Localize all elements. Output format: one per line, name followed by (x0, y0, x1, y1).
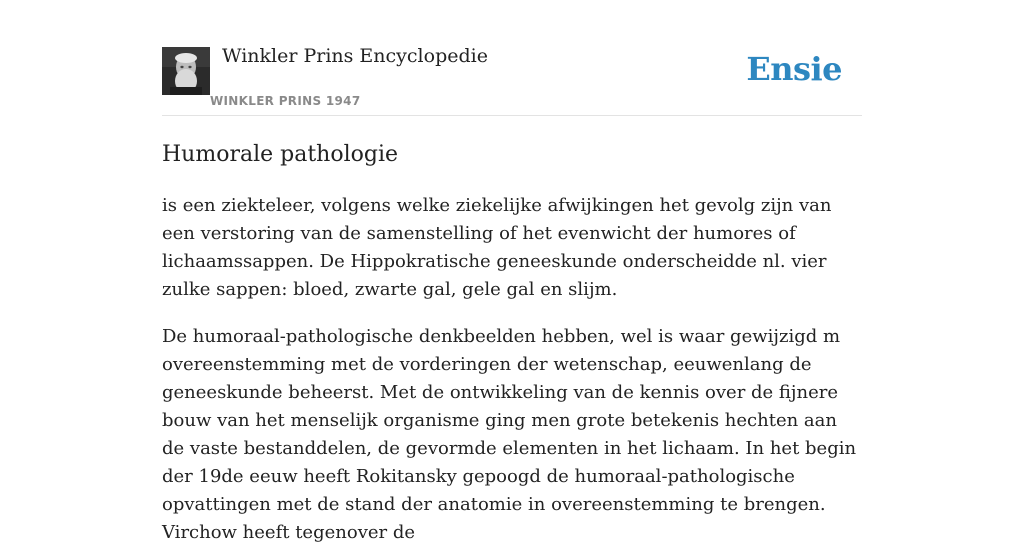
source-header (162, 0, 862, 116)
article-title: Humorale pathologie (162, 142, 399, 167)
ensie-logo[interactable]: Ensie (746, 50, 842, 88)
author-avatar[interactable] (162, 47, 210, 95)
content-column (162, 0, 862, 547)
article-paragraph: is een ziekteleer, volgens welke ziekelijke afwijkingen het gevolg zijn van een verstoring van de samenstelling of het evenwicht der humores of lichaamssappen. De Hippokratische geneeskunde onderscheidde nl. vier zulke sappen: bloed, zwarte gal, gele gal en slijm. (162, 195, 832, 300)
source-title-link[interactable]: Winkler Prins Encyclopedie (222, 45, 488, 67)
source-edition-link[interactable]: WINKLER PRINS 1947 (210, 94, 361, 108)
article-paragraph: De humoraal-pathologische denkbeelden hebben, wel is waar gewijzigd m overeenstemming met de vorderingen der wetenschap, eeuwenlang de geneeskunde beheerst. Met de ontwikkeling van de kennis over de fijnere bouw van het menselijk organisme ging men grote betekenis hechten aan de vaste bestanddelen, de gevormde elementen in het lichaam. In het begin der 19de eeuw heeft Rokitansky gepoogd de humoraal-pathologische opvattingen met de stand der anatomie in overeenstemming te brengen. Virchow heeft tegenover de (162, 326, 857, 543)
portrait-image (162, 47, 210, 95)
